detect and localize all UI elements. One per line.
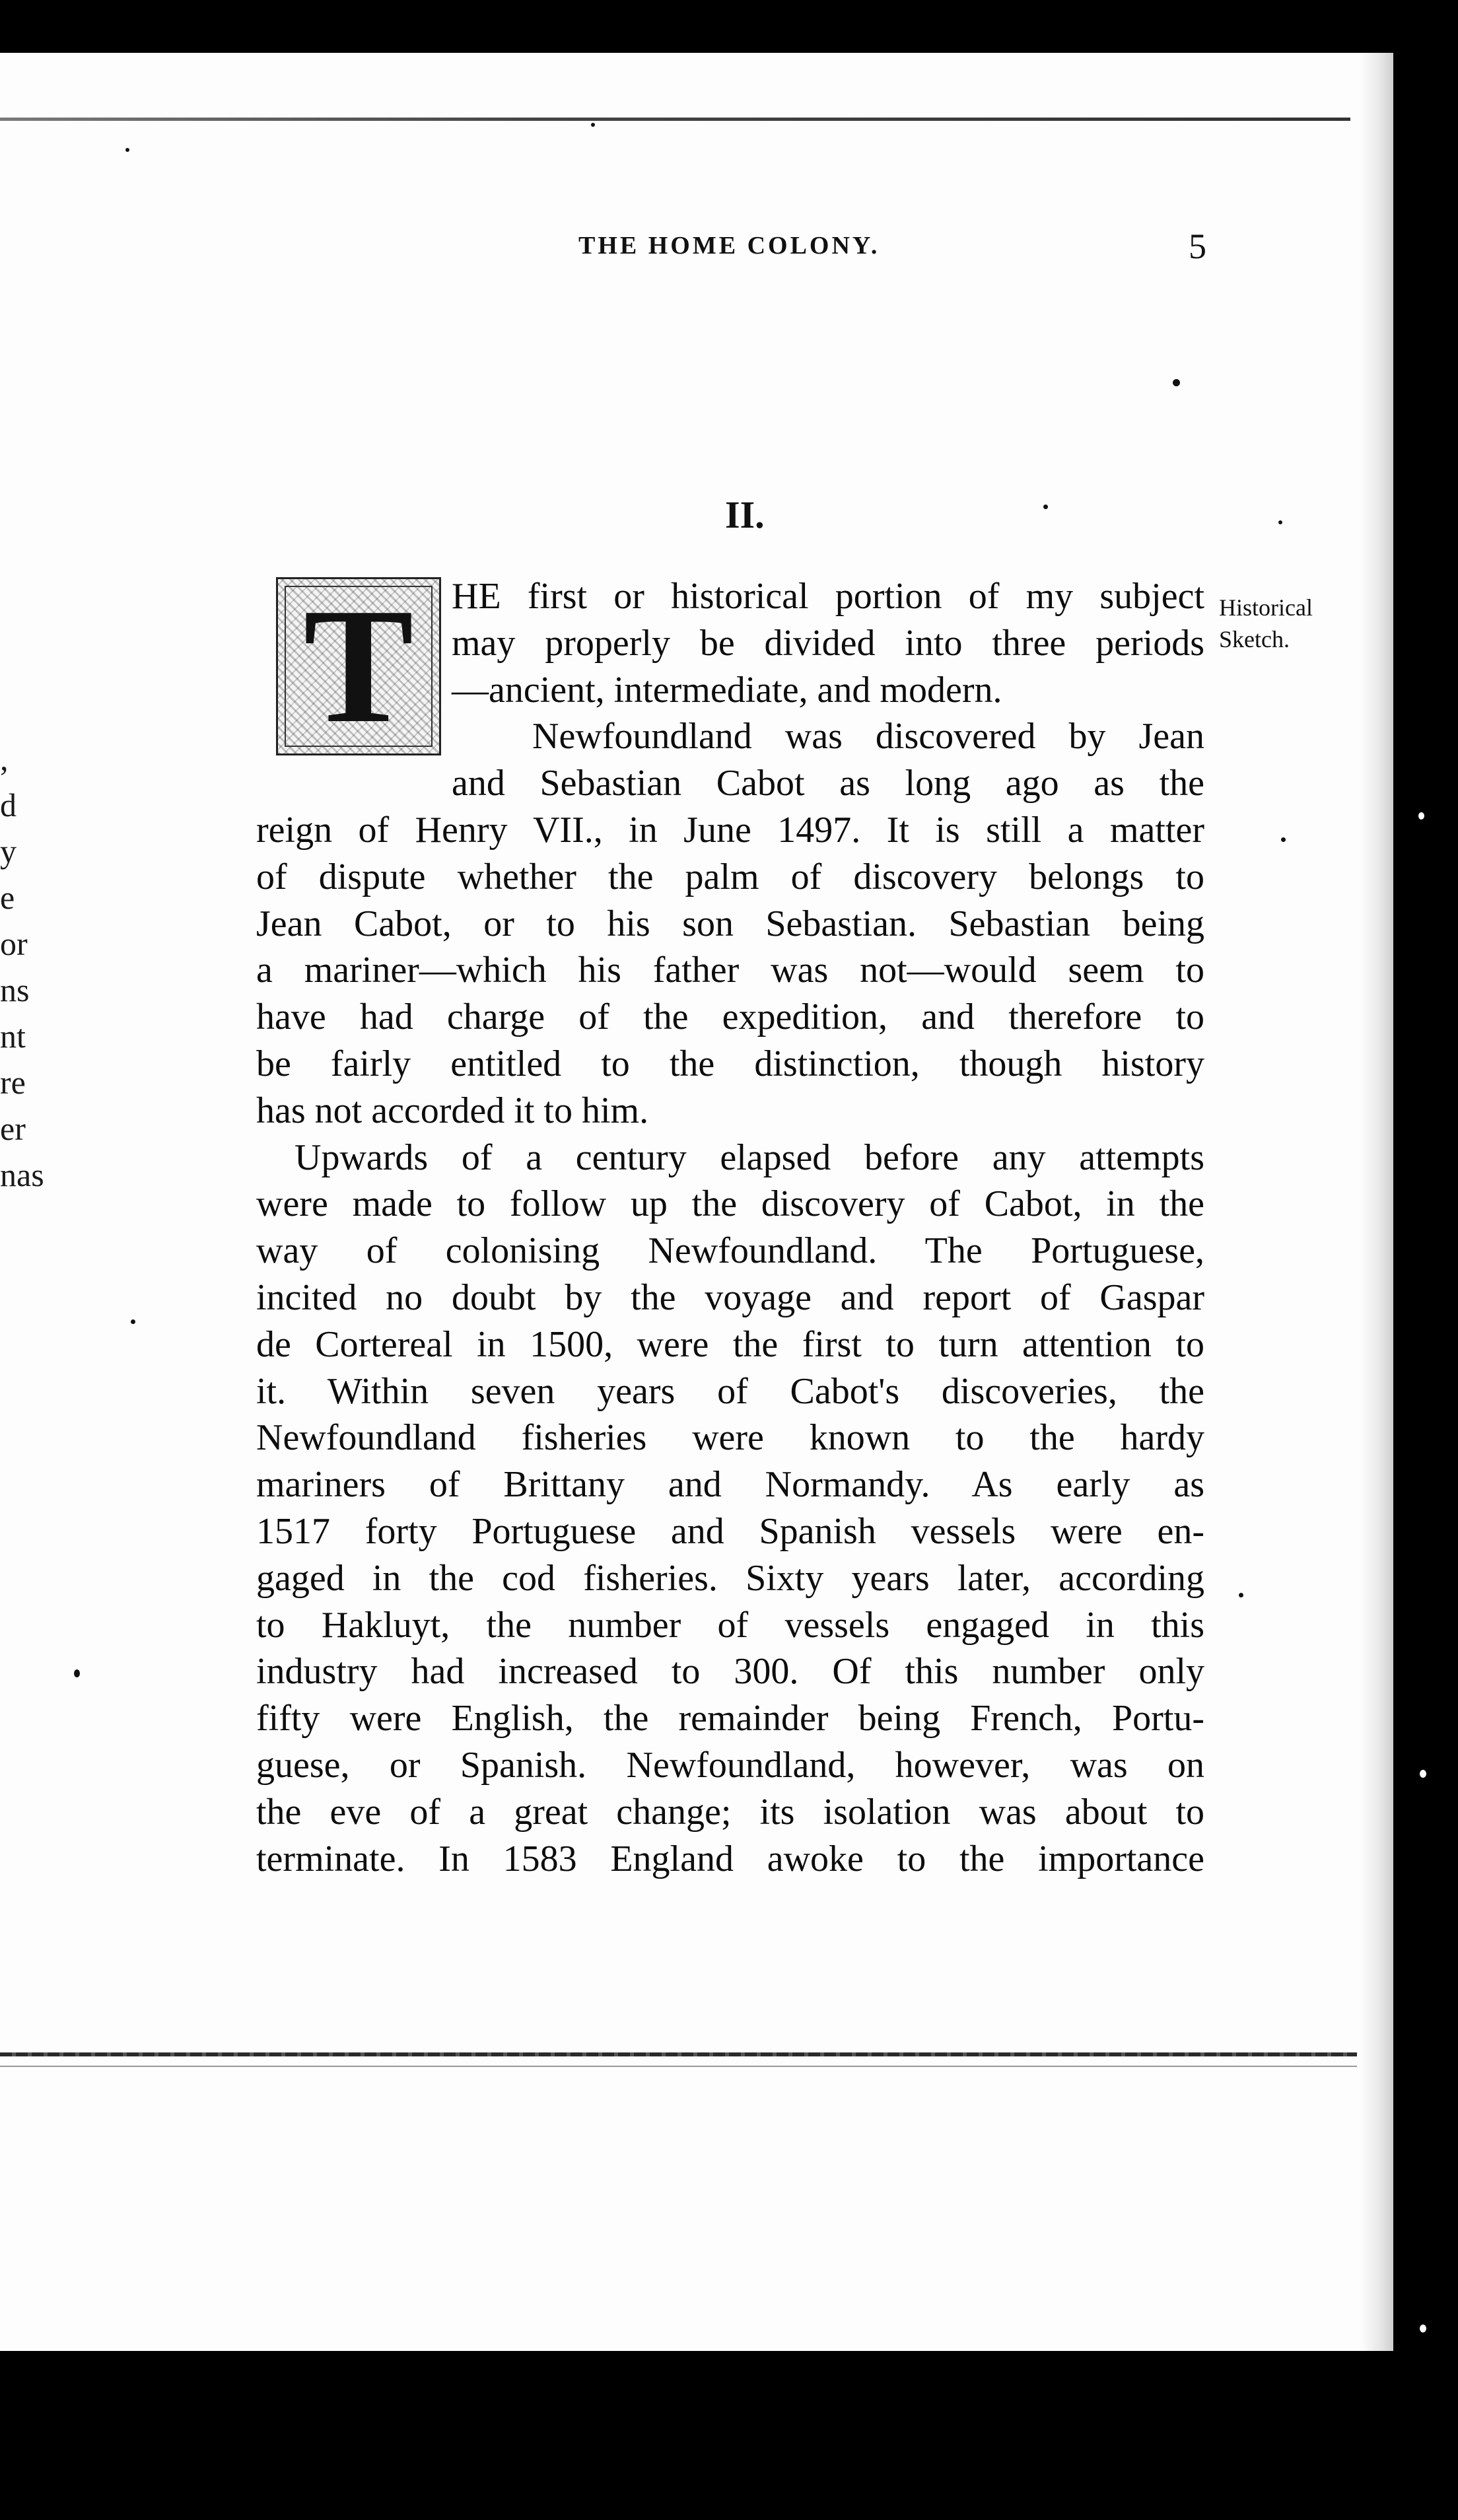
page-edge-shadow [1360, 53, 1393, 2351]
text-line: HE first or historical portion of my subject [452, 576, 1204, 617]
text-line: has not accorded it to him. [256, 1090, 649, 1131]
text-line: of dispute whether the palm of discovery belongs to [256, 856, 1204, 897]
text-line: way of colonising Newfoundland. The Portuguese, [256, 1230, 1204, 1272]
text-line: be fairly entitled to the distinction, though history [256, 1043, 1204, 1084]
page-number: 5 [1189, 227, 1206, 266]
margin-note [1219, 592, 1313, 655]
facing-page-fragment: nt [0, 1018, 26, 1055]
scan-speck [1173, 379, 1180, 386]
drop-cap-letter: T [303, 575, 414, 757]
text-line: 1517 forty Portuguese and Spanish vessels were en- [256, 1510, 1204, 1552]
text-line: —ancient, intermediate, and modern. [452, 669, 1002, 711]
text-line: terminate. In 1583 England awoke to the importance [256, 1838, 1204, 1879]
scan-speck [1418, 812, 1424, 820]
facing-page-fragment: er [0, 1110, 26, 1147]
scanner-bottom-border [0, 2351, 1458, 2520]
text-line: it. Within seven years of Cabot's discoveries, the [256, 1370, 1204, 1412]
scan-speck [591, 123, 595, 127]
facing-page-fragment: ns [0, 971, 30, 1008]
scan-speck [74, 1669, 80, 1677]
top-page-edge-line [0, 118, 1350, 121]
scanner-top-border [0, 0, 1458, 53]
text-line: fifty were English, the remainder being French, Portu- [256, 1698, 1204, 1739]
scan-speck [1420, 1770, 1426, 1778]
text-line: Upwards of a century elapsed before any attempts [295, 1137, 1204, 1178]
scan-speck [1043, 505, 1048, 509]
margin-note-line: Historical [1219, 594, 1313, 621]
text-line: Jean Cabot, or to his son Sebastian. Sebastian being [256, 903, 1204, 944]
bottom-page-edge-line [0, 2052, 1357, 2056]
text-line: Newfoundland was discovered by Jean [532, 716, 1204, 757]
scan-speck [125, 148, 129, 152]
text-line: and Sebastian Cabot as long ago as the [452, 763, 1204, 804]
facing-page-fragment: d [0, 787, 17, 823]
facing-page-fragment: e [0, 879, 15, 916]
scan-speck [1239, 1593, 1243, 1597]
facing-page-fragment: nas [0, 1156, 44, 1193]
text-line: the eve of a great change; its isolation was about to [256, 1791, 1204, 1833]
text-line: de Cortereal in 1500, were the first to turn attention to [256, 1323, 1204, 1365]
text-line: guese, or Spanish. Newfoundland, however, was on [256, 1744, 1204, 1786]
text-line: have had charge of the expedition, and therefore to [256, 997, 1204, 1038]
facing-page-fragment: re [0, 1064, 26, 1101]
facing-page-fragment: , [0, 740, 9, 777]
body-text [256, 573, 1204, 1882]
margin-note-line: Sketch. [1219, 626, 1290, 652]
text-line: incited no doubt by the voyage and report of Gaspar [256, 1277, 1204, 1318]
facing-page-fragment: y [0, 833, 17, 870]
section-heading: II. [725, 493, 765, 536]
text-line: a mariner—which his father was not—would seem to [256, 950, 1204, 991]
text-line: reign of Henry VII., in June 1497. It is still a matter [256, 809, 1204, 851]
scan-speck [1278, 520, 1282, 524]
text-line: gaged in the cod fisheries. Sixty years later, according [256, 1557, 1204, 1599]
text-line: Newfoundland fisheries were known to the hardy [256, 1417, 1204, 1459]
bottom-page-edge-shadow [0, 2066, 1357, 2067]
text-line: may properly be divided into three periods [452, 622, 1204, 664]
text-line: were made to follow up the discovery of Cabot, in the [256, 1183, 1204, 1225]
facing-page-fragment: or [0, 925, 28, 962]
running-head: THE HOME COLONY. [578, 232, 880, 260]
text-line: mariners of Brittany and Normandy. As early as [256, 1464, 1204, 1506]
text-line: industry had increased to 300. Of this number only [256, 1651, 1204, 1693]
scan-speck [1420, 2325, 1426, 2332]
scan-speck [131, 1319, 135, 1324]
scan-speck [1281, 837, 1286, 842]
scanner-right-border [1393, 0, 1458, 2520]
text-line: to Hakluyt, the number of vessels engaged in this [256, 1604, 1204, 1646]
